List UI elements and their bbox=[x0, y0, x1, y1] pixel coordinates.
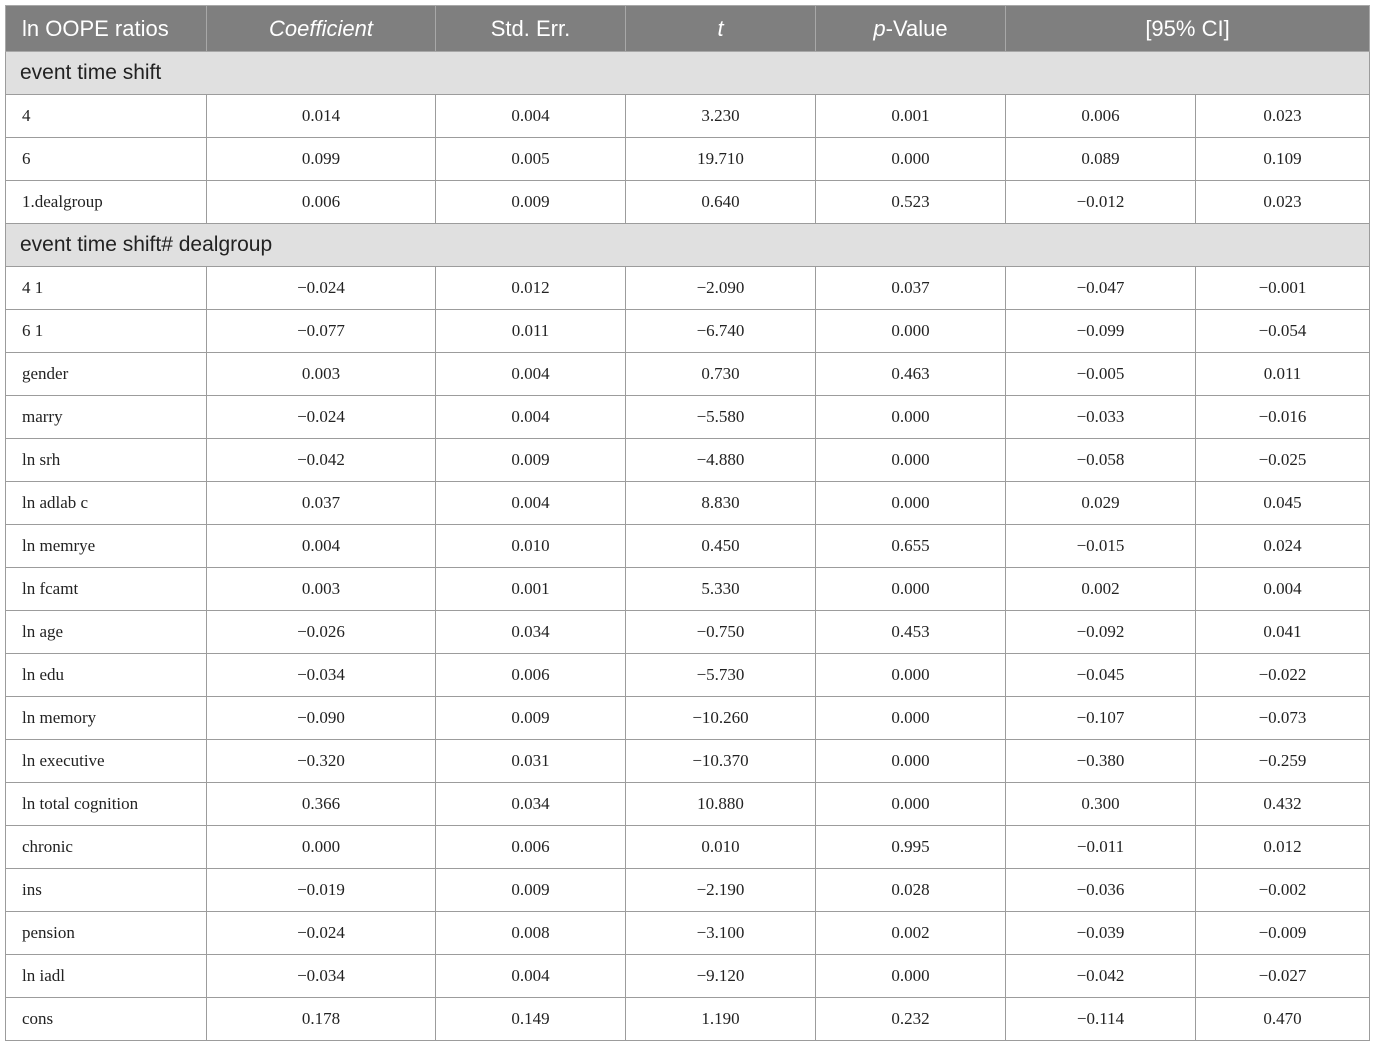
row-label: ln executive bbox=[6, 740, 207, 783]
cell-p-value: 0.001 bbox=[816, 95, 1006, 138]
cell-t: 0.640 bbox=[626, 181, 816, 224]
table-row bbox=[6, 525, 1370, 568]
cell-ci-upper: −0.016 bbox=[1196, 396, 1370, 439]
cell-p-value: 0.000 bbox=[816, 697, 1006, 740]
cell-ci-upper: −0.001 bbox=[1196, 267, 1370, 310]
table-row bbox=[6, 439, 1370, 482]
row-label: ins bbox=[6, 869, 207, 912]
cell-p-value: 0.000 bbox=[816, 310, 1006, 353]
cell-std-err: 0.005 bbox=[436, 138, 626, 181]
row-label: cons bbox=[6, 998, 207, 1041]
cell-coefficient: −0.320 bbox=[207, 740, 436, 783]
cell-std-err: 0.004 bbox=[436, 482, 626, 525]
cell-t: 3.230 bbox=[626, 95, 816, 138]
cell-ci-lower: −0.107 bbox=[1006, 697, 1196, 740]
cell-coefficient: 0.037 bbox=[207, 482, 436, 525]
cell-std-err: 0.011 bbox=[436, 310, 626, 353]
cell-ci-upper: 0.023 bbox=[1196, 181, 1370, 224]
cell-coefficient: 0.014 bbox=[207, 95, 436, 138]
cell-ci-lower: −0.047 bbox=[1006, 267, 1196, 310]
cell-t: 10.880 bbox=[626, 783, 816, 826]
cell-std-err: 0.010 bbox=[436, 525, 626, 568]
table-header bbox=[6, 6, 1370, 52]
cell-t: −0.750 bbox=[626, 611, 816, 654]
cell-std-err: 0.004 bbox=[436, 95, 626, 138]
row-label: 4 bbox=[6, 95, 207, 138]
table-row bbox=[6, 611, 1370, 654]
cell-ci-lower: −0.380 bbox=[1006, 740, 1196, 783]
cell-p-value: 0.655 bbox=[816, 525, 1006, 568]
cell-ci-lower: −0.058 bbox=[1006, 439, 1196, 482]
header-confidence-interval: [95% CI] bbox=[1006, 6, 1370, 52]
cell-ci-upper: 0.470 bbox=[1196, 998, 1370, 1041]
table-row bbox=[6, 310, 1370, 353]
cell-std-err: 0.012 bbox=[436, 267, 626, 310]
table-row bbox=[6, 95, 1370, 138]
cell-p-value: 0.453 bbox=[816, 611, 1006, 654]
cell-coefficient: −0.090 bbox=[207, 697, 436, 740]
cell-ci-lower: −0.092 bbox=[1006, 611, 1196, 654]
cell-ci-upper: 0.023 bbox=[1196, 95, 1370, 138]
cell-t: −9.120 bbox=[626, 955, 816, 998]
cell-p-value: 0.000 bbox=[816, 740, 1006, 783]
row-label: 6 1 bbox=[6, 310, 207, 353]
cell-coefficient: −0.042 bbox=[207, 439, 436, 482]
table-row bbox=[6, 826, 1370, 869]
row-label: marry bbox=[6, 396, 207, 439]
cell-coefficient: 0.099 bbox=[207, 138, 436, 181]
cell-std-err: 0.009 bbox=[436, 181, 626, 224]
cell-p-value: 0.523 bbox=[816, 181, 1006, 224]
row-label: ln iadl bbox=[6, 955, 207, 998]
cell-ci-upper: 0.109 bbox=[1196, 138, 1370, 181]
cell-ci-lower: −0.036 bbox=[1006, 869, 1196, 912]
cell-ci-upper: −0.025 bbox=[1196, 439, 1370, 482]
cell-std-err: 0.008 bbox=[436, 912, 626, 955]
cell-coefficient: −0.024 bbox=[207, 396, 436, 439]
header-t: t bbox=[626, 6, 816, 52]
row-label: ln srh bbox=[6, 439, 207, 482]
cell-coefficient: −0.034 bbox=[207, 654, 436, 697]
section-row bbox=[6, 224, 1370, 267]
cell-ci-lower: 0.002 bbox=[1006, 568, 1196, 611]
table-row bbox=[6, 783, 1370, 826]
cell-p-value: 0.000 bbox=[816, 783, 1006, 826]
table-row bbox=[6, 482, 1370, 525]
table-row bbox=[6, 998, 1370, 1041]
cell-ci-lower: −0.099 bbox=[1006, 310, 1196, 353]
cell-p-value: 0.002 bbox=[816, 912, 1006, 955]
cell-p-value: 0.000 bbox=[816, 654, 1006, 697]
cell-p-value: 0.232 bbox=[816, 998, 1006, 1041]
cell-t: −2.190 bbox=[626, 869, 816, 912]
row-label: chronic bbox=[6, 826, 207, 869]
cell-std-err: 0.006 bbox=[436, 826, 626, 869]
header-variable: ln OOPE ratios bbox=[6, 6, 207, 52]
cell-p-value: 0.028 bbox=[816, 869, 1006, 912]
cell-p-value: 0.000 bbox=[816, 568, 1006, 611]
cell-std-err: 0.149 bbox=[436, 998, 626, 1041]
regression-table bbox=[5, 5, 1370, 1041]
cell-p-value: 0.037 bbox=[816, 267, 1006, 310]
cell-t: 5.330 bbox=[626, 568, 816, 611]
cell-coefficient: 0.006 bbox=[207, 181, 436, 224]
cell-std-err: 0.006 bbox=[436, 654, 626, 697]
table-body bbox=[6, 52, 1370, 1041]
row-label: ln total cognition bbox=[6, 783, 207, 826]
cell-coefficient: 0.004 bbox=[207, 525, 436, 568]
cell-ci-upper: 0.004 bbox=[1196, 568, 1370, 611]
cell-ci-lower: 0.300 bbox=[1006, 783, 1196, 826]
cell-ci-lower: −0.011 bbox=[1006, 826, 1196, 869]
cell-t: −10.260 bbox=[626, 697, 816, 740]
cell-p-value: 0.995 bbox=[816, 826, 1006, 869]
cell-std-err: 0.004 bbox=[436, 955, 626, 998]
row-label: gender bbox=[6, 353, 207, 396]
table-row bbox=[6, 138, 1370, 181]
cell-t: −4.880 bbox=[626, 439, 816, 482]
cell-std-err: 0.031 bbox=[436, 740, 626, 783]
table-row bbox=[6, 267, 1370, 310]
cell-p-value: 0.000 bbox=[816, 439, 1006, 482]
cell-t: −6.740 bbox=[626, 310, 816, 353]
cell-ci-lower: −0.039 bbox=[1006, 912, 1196, 955]
cell-ci-upper: 0.432 bbox=[1196, 783, 1370, 826]
row-label: 1.dealgroup bbox=[6, 181, 207, 224]
cell-t: 0.730 bbox=[626, 353, 816, 396]
table-row bbox=[6, 740, 1370, 783]
row-label: 4 1 bbox=[6, 267, 207, 310]
cell-coefficient: 0.178 bbox=[207, 998, 436, 1041]
cell-ci-lower: −0.033 bbox=[1006, 396, 1196, 439]
cell-std-err: 0.009 bbox=[436, 869, 626, 912]
table-row bbox=[6, 353, 1370, 396]
cell-ci-lower: −0.114 bbox=[1006, 998, 1196, 1041]
cell-coefficient: −0.034 bbox=[207, 955, 436, 998]
cell-std-err: 0.034 bbox=[436, 783, 626, 826]
row-label: ln adlab c bbox=[6, 482, 207, 525]
cell-ci-upper: −0.009 bbox=[1196, 912, 1370, 955]
cell-std-err: 0.001 bbox=[436, 568, 626, 611]
cell-ci-upper: −0.073 bbox=[1196, 697, 1370, 740]
cell-t: 0.010 bbox=[626, 826, 816, 869]
cell-p-value: 0.000 bbox=[816, 396, 1006, 439]
table-row bbox=[6, 568, 1370, 611]
cell-p-value: 0.463 bbox=[816, 353, 1006, 396]
cell-ci-upper: −0.002 bbox=[1196, 869, 1370, 912]
cell-coefficient: 0.003 bbox=[207, 568, 436, 611]
cell-ci-lower: −0.045 bbox=[1006, 654, 1196, 697]
cell-t: 19.710 bbox=[626, 138, 816, 181]
cell-std-err: 0.034 bbox=[436, 611, 626, 654]
cell-ci-upper: 0.011 bbox=[1196, 353, 1370, 396]
cell-ci-upper: 0.045 bbox=[1196, 482, 1370, 525]
cell-t: −10.370 bbox=[626, 740, 816, 783]
cell-p-value: 0.000 bbox=[816, 955, 1006, 998]
cell-ci-lower: 0.089 bbox=[1006, 138, 1196, 181]
cell-coefficient: −0.024 bbox=[207, 267, 436, 310]
cell-ci-upper: −0.022 bbox=[1196, 654, 1370, 697]
cell-t: 1.190 bbox=[626, 998, 816, 1041]
cell-ci-lower: −0.042 bbox=[1006, 955, 1196, 998]
row-label: ln fcamt bbox=[6, 568, 207, 611]
cell-ci-lower: −0.015 bbox=[1006, 525, 1196, 568]
header-p-value bbox=[816, 6, 1006, 52]
cell-p-value: 0.000 bbox=[816, 138, 1006, 181]
cell-ci-upper: 0.012 bbox=[1196, 826, 1370, 869]
table-row bbox=[6, 181, 1370, 224]
table-row bbox=[6, 955, 1370, 998]
cell-ci-upper: −0.259 bbox=[1196, 740, 1370, 783]
cell-coefficient: 0.000 bbox=[207, 826, 436, 869]
row-label: 6 bbox=[6, 138, 207, 181]
row-label: ln age bbox=[6, 611, 207, 654]
header-row bbox=[6, 6, 1370, 52]
section-row bbox=[6, 52, 1370, 95]
cell-coefficient: 0.003 bbox=[207, 353, 436, 396]
row-label: ln memrye bbox=[6, 525, 207, 568]
header-std-err: Std. Err. bbox=[436, 6, 626, 52]
row-label: ln edu bbox=[6, 654, 207, 697]
cell-t: −2.090 bbox=[626, 267, 816, 310]
header-p-rest: -Value bbox=[885, 15, 948, 41]
section-label: event time shift# dealgroup bbox=[6, 224, 1370, 267]
table-row bbox=[6, 697, 1370, 740]
cell-std-err: 0.009 bbox=[436, 697, 626, 740]
cell-ci-upper: −0.027 bbox=[1196, 955, 1370, 998]
section-label: event time shift bbox=[6, 52, 1370, 95]
cell-std-err: 0.004 bbox=[436, 396, 626, 439]
cell-coefficient: −0.077 bbox=[207, 310, 436, 353]
cell-coefficient: −0.024 bbox=[207, 912, 436, 955]
header-coefficient: Coefficient bbox=[207, 6, 436, 52]
row-label: ln memory bbox=[6, 697, 207, 740]
cell-coefficient: 0.366 bbox=[207, 783, 436, 826]
cell-ci-lower: 0.029 bbox=[1006, 482, 1196, 525]
cell-ci-lower: −0.012 bbox=[1006, 181, 1196, 224]
cell-ci-upper: 0.024 bbox=[1196, 525, 1370, 568]
cell-p-value: 0.000 bbox=[816, 482, 1006, 525]
table-row bbox=[6, 654, 1370, 697]
cell-std-err: 0.009 bbox=[436, 439, 626, 482]
table-row bbox=[6, 396, 1370, 439]
table-row bbox=[6, 869, 1370, 912]
cell-t: 0.450 bbox=[626, 525, 816, 568]
header-p-italic: p bbox=[873, 15, 886, 41]
cell-ci-lower: −0.005 bbox=[1006, 353, 1196, 396]
cell-t: −5.580 bbox=[626, 396, 816, 439]
row-label: pension bbox=[6, 912, 207, 955]
cell-std-err: 0.004 bbox=[436, 353, 626, 396]
cell-ci-lower: 0.006 bbox=[1006, 95, 1196, 138]
cell-coefficient: −0.026 bbox=[207, 611, 436, 654]
cell-t: −3.100 bbox=[626, 912, 816, 955]
cell-t: 8.830 bbox=[626, 482, 816, 525]
cell-ci-upper: 0.041 bbox=[1196, 611, 1370, 654]
cell-t: −5.730 bbox=[626, 654, 816, 697]
table-row bbox=[6, 912, 1370, 955]
cell-coefficient: −0.019 bbox=[207, 869, 436, 912]
cell-ci-upper: −0.054 bbox=[1196, 310, 1370, 353]
